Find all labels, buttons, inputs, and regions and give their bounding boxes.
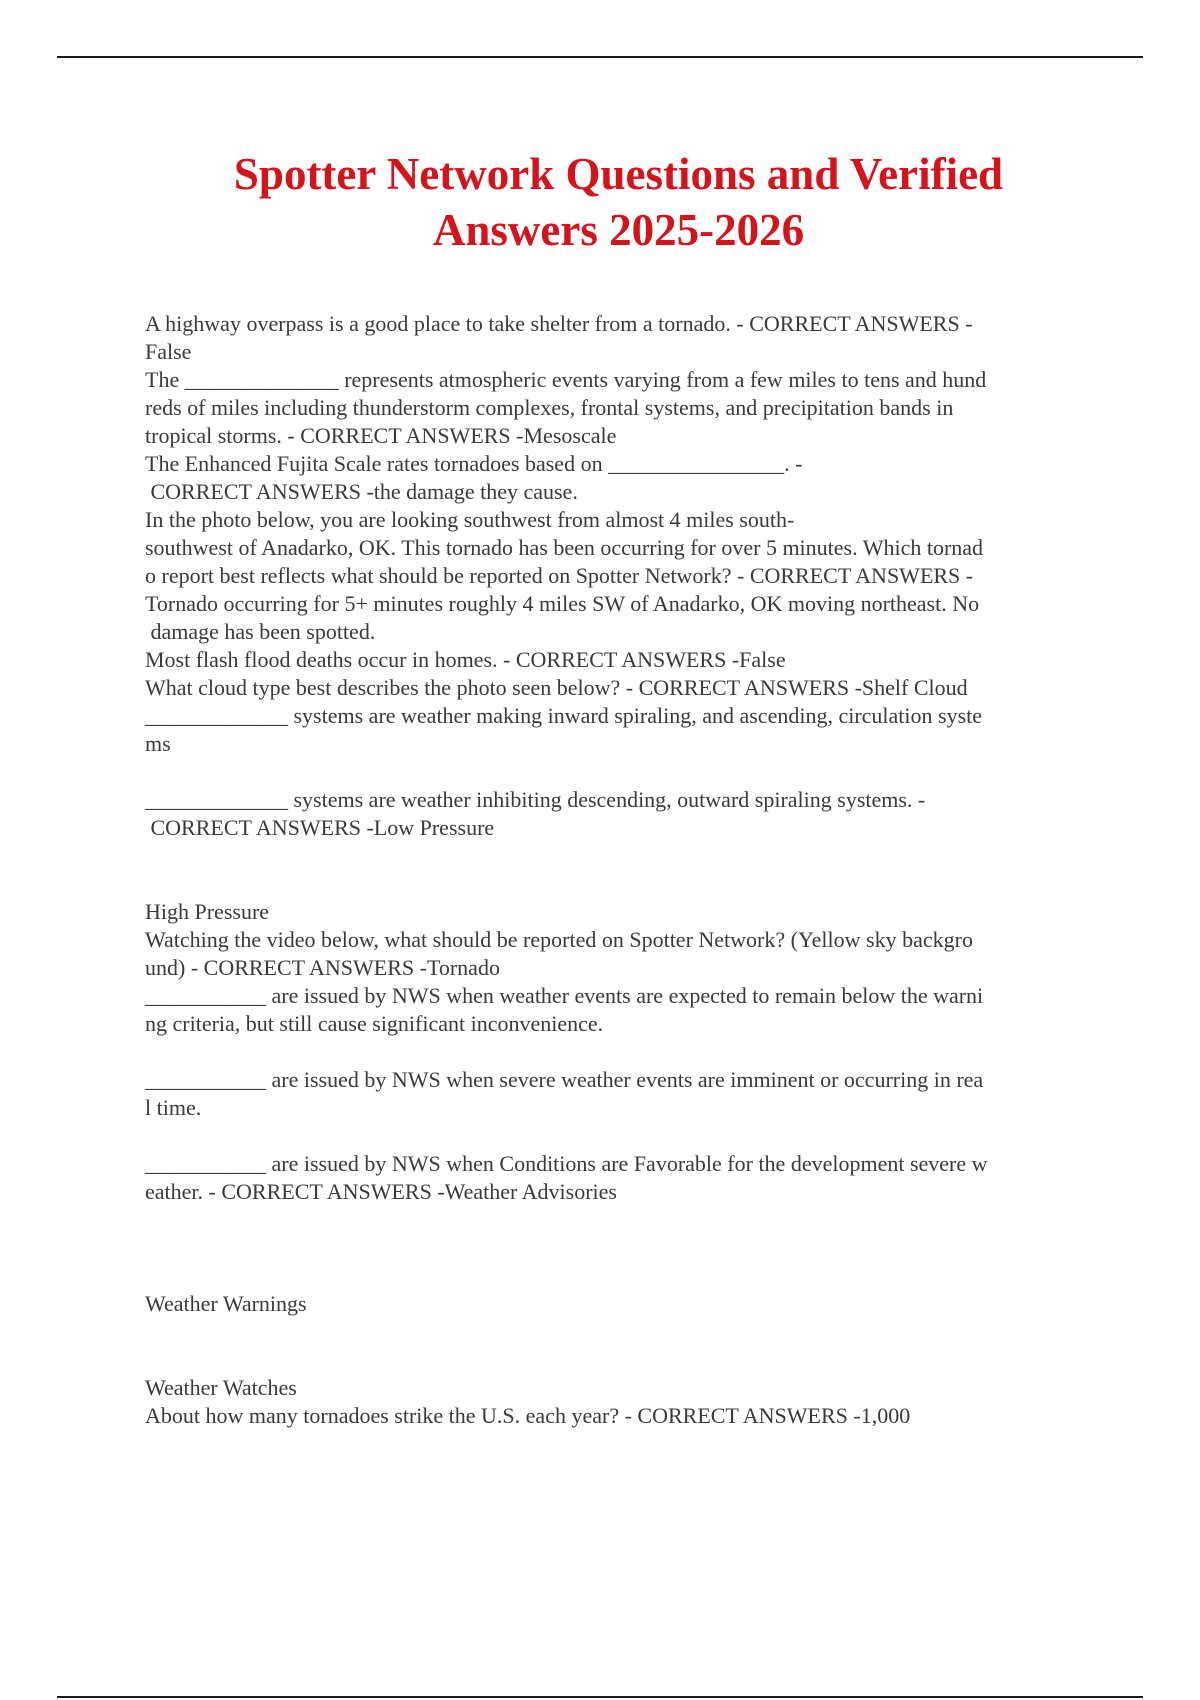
text-line: A highway overpass is a good place to take shelter from a tornado. - CORRECT ANSWERS -	[145, 311, 973, 336]
text-line: The ______________ represents atmospheric events varying from a few miles to tens and hund	[145, 367, 987, 392]
text-line: Weather Warnings	[145, 1291, 307, 1316]
text-line: False	[145, 339, 192, 364]
blank-line	[145, 870, 1095, 898]
text-line: Most flash flood deaths occur in homes. - CORRECT ANSWERS -False	[145, 647, 786, 672]
text-line: In the photo below, you are looking southwest from almost 4 miles south-	[145, 507, 795, 532]
text-line: reds of miles including thunderstorm complexes, frontal systems, and precipitation bands in	[145, 395, 954, 420]
text-line: eather. - CORRECT ANSWERS -Weather Advisories	[145, 1179, 617, 1204]
text-line: ___________ are issued by NWS when Conditions are Favorable for the development severe w	[145, 1151, 988, 1176]
text-line: High Pressure	[145, 899, 270, 924]
title-line-2: Answers 2025-2026	[432, 205, 805, 255]
text-line: tropical storms. - CORRECT ANSWERS -Mesoscale	[145, 423, 617, 448]
page-title	[0, 146, 1200, 258]
blank-line	[145, 1038, 1095, 1066]
text-line: CORRECT ANSWERS -Low Pressure	[145, 815, 495, 840]
text-line: The Enhanced Fujita Scale rates tornadoes based on ________________. -	[145, 451, 803, 476]
text-line: Weather Watches	[145, 1375, 297, 1400]
text-line: southwest of Anadarko, OK. This tornado has been occurring for over 5 minutes. Which tornad	[145, 535, 984, 560]
text-line: damage has been spotted.	[145, 619, 376, 644]
blank-line	[145, 1346, 1095, 1374]
text-line: l time.	[145, 1095, 202, 1120]
text-line: _____________ systems are weather inhibiting descending, outward spiraling systems. -	[145, 787, 926, 812]
text-line: Tornado occurring for 5+ minutes roughly 4 miles SW of Anadarko, OK moving northeast. No	[145, 591, 980, 616]
text-line: ___________ are issued by NWS when weather events are expected to remain below the warni	[145, 983, 984, 1008]
blank-line	[145, 1234, 1095, 1262]
bottom-rule	[57, 1696, 1143, 1698]
blank-line	[145, 842, 1095, 870]
top-rule	[57, 56, 1143, 58]
text-line: o report best reflects what should be reported on Spotter Network? - CORRECT ANSWERS -	[145, 563, 974, 588]
blank-line	[145, 1318, 1095, 1346]
blank-line	[145, 758, 1095, 786]
text-line: und) - CORRECT ANSWERS -Tornado	[145, 955, 500, 980]
text-line: Watching the video below, what should be reported on Spotter Network? (Yellow sky backgro	[145, 927, 973, 952]
title-line-1: Spotter Network Questions and Verified	[233, 149, 1004, 199]
text-line: What cloud type best describes the photo seen below? - CORRECT ANSWERS -Shelf Cloud	[145, 675, 968, 700]
text-line: ms	[145, 731, 171, 756]
blank-line	[145, 1206, 1095, 1234]
text-line: _____________ systems are weather making inward spiraling, and ascending, circulation syste	[145, 703, 983, 728]
text-line: CORRECT ANSWERS -the damage they cause.	[145, 479, 578, 504]
blank-line	[145, 1122, 1095, 1150]
document-body	[145, 310, 1095, 1430]
text-line: ___________ are issued by NWS when severe weather events are imminent or occurring in rea	[145, 1067, 984, 1092]
text-line: About how many tornadoes strike the U.S. each year? - CORRECT ANSWERS -1,000	[145, 1403, 911, 1428]
blank-line	[145, 1262, 1095, 1290]
text-line: ng criteria, but still cause significant inconvenience.	[145, 1011, 604, 1036]
